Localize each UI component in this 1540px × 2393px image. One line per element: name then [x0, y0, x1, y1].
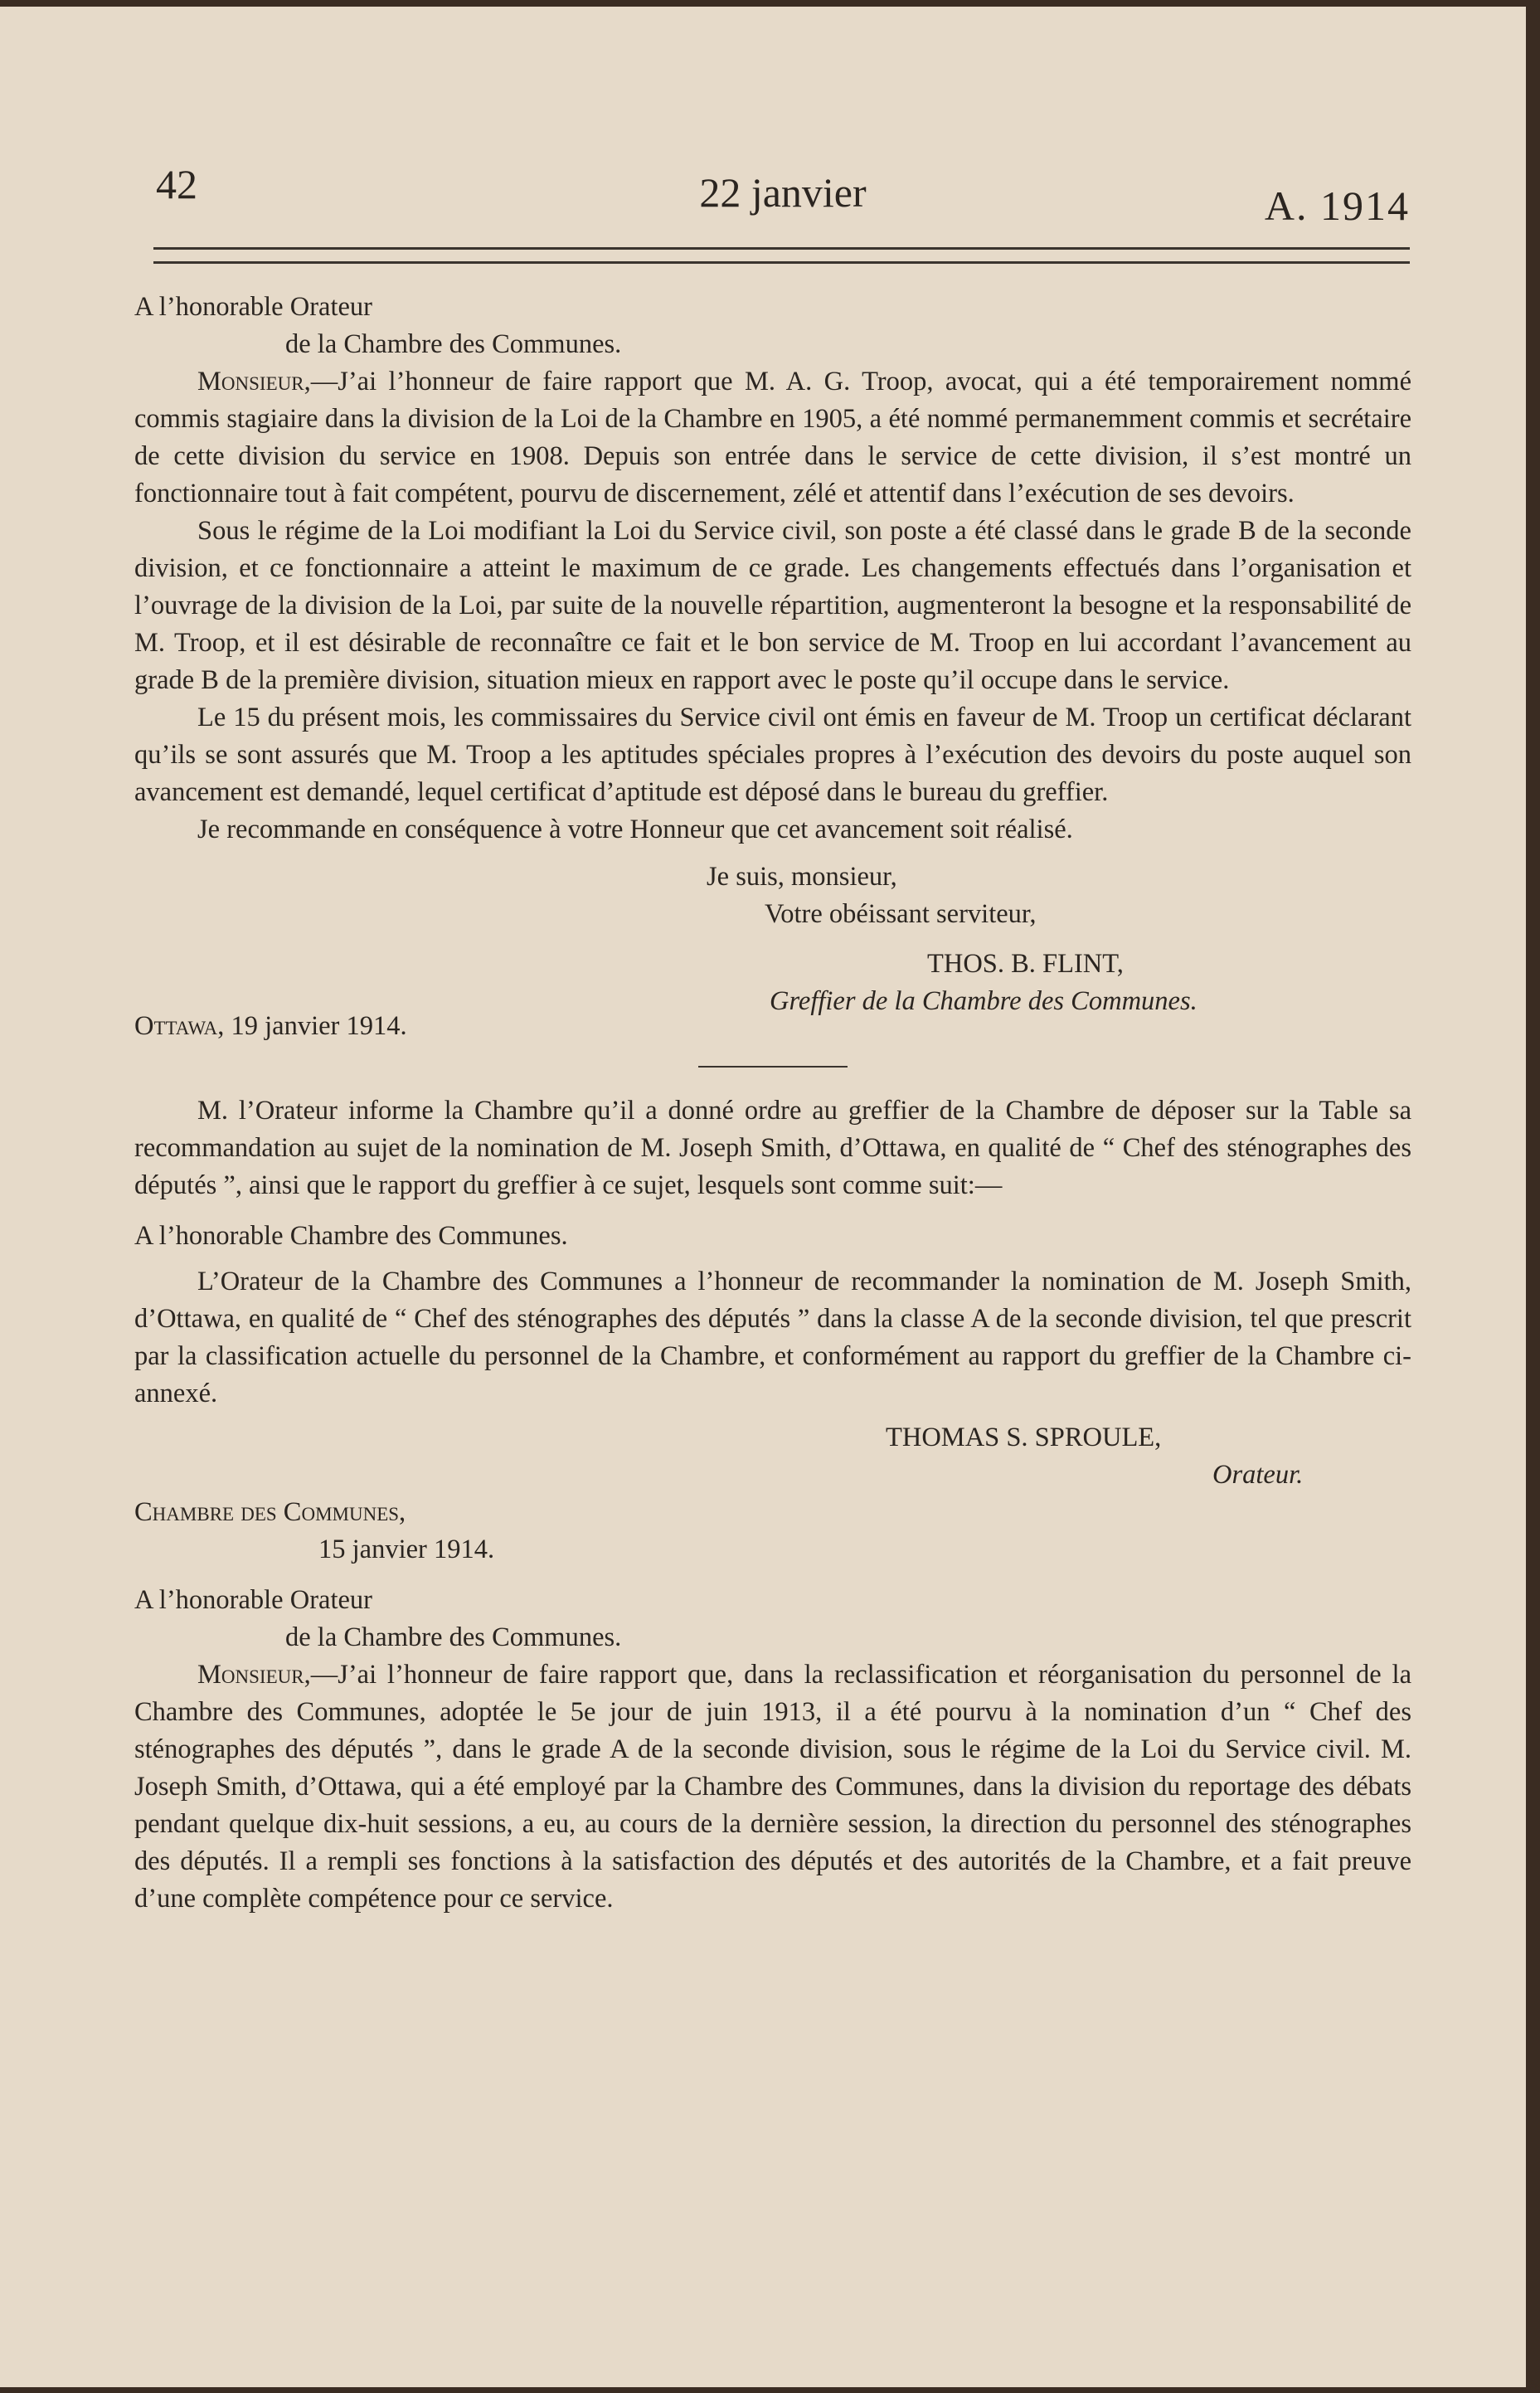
letter1-date: 19 janvier 1914. [224, 1011, 407, 1041]
letter2-signer: THOMAS S. SPROULE, [886, 1423, 1162, 1452]
header-year: A. 1914 [1264, 182, 1410, 229]
header-double-rule [153, 247, 1410, 264]
letter1-closing-2: Votre obéissant serviteur, [765, 899, 1037, 929]
letter3-address-line2: de la Chambre des Communes. [285, 1622, 622, 1652]
letter2-signature-block [134, 1419, 1411, 1569]
letter1-closing-1: Je suis, monsieur, [707, 862, 897, 892]
letter3-para1-text: —J’ai l’honneur de faire rapport que, dans la reclassification et réorganisation du personnel de la Chambre des Communes, adoptée le 5e jour de juin 1913, il a été pourvu à la nomination d’un “ Chef des sténographes des députés ”, dans le grade A de la seconde division, sous le régime de la Loi du Service civil. M. Joseph Smith, d’Ottawa, qui a été employé par la Chambre des Communes, dans la division du reportage des débats pendant quelque dix-huit sessions, a eu, au cours de la dernière session, la direction du personnel des sténographes des députés. Il a rempli ses fonctions à la satisfaction des députés et des autorités de la Chambre, et a fait preuve d’une complète compétence pour ce service. [134, 1660, 1411, 1914]
letter3-address-line1: A l’honorable Orateur [134, 1585, 372, 1615]
letter1-paragraph-4: Je recommande en conséquence à votre Honneur que cet avancement soit réalisé. [197, 815, 1073, 844]
page-number: 42 [156, 161, 197, 207]
section-separator [698, 1066, 848, 1068]
letter1-salutation: Monsieur, [197, 367, 311, 396]
letter1-paragraph-1 [134, 363, 1411, 513]
letter2-signer-title: Orateur. [1212, 1460, 1304, 1490]
letter1-signer: THOS. B. FLINT, [927, 949, 1124, 979]
document-page [0, 7, 1526, 2387]
letter1-signer-title: Greffier de la Chambre des Communes. [770, 986, 1198, 1016]
letter1-signature-block [134, 858, 1411, 1058]
letter1-place-date [134, 1008, 407, 1045]
letter2-address: A l’honorable Chambre des Communes. [134, 1221, 568, 1251]
letter1-place: Ottawa, [134, 1011, 225, 1041]
letter1-paragraph-2: Sous le régime de la Loi modifiant la Loi du Service civil, son poste a été classé dans le grade B de la seconde division, et ce fonctionnaire a atteint le maximum de ce grade. Les changements effectués dans l’organisation et l’ouvrage de la division de la Loi, par suite de la nouvelle répartition, augmenteront la besogne et la responsabilité de M. Troop, et il est désirable de reconnaître ce fait et le bon service de M. Troop en lui accordant l’avancement au grade B de la première division, situation mieux en rapport avec le poste qu’il occupe dans le service. [134, 516, 1411, 695]
letter3-salutation: Monsieur, [197, 1660, 311, 1690]
page-header [156, 160, 1410, 229]
letter1-para1-text: —J’ai l’honneur de faire rapport que M. A. G. Troop, avocat, qui a été temporairement nommé commis stagiaire dans la division de la Loi de la Chambre en 1905, a été nommé permanemment commis et secrétaire de cette division du service en 1908. Depuis son entrée dans le service de cette division, il s’est montré un fonctionnaire tout à fait compétent, pourvu de discernement, zélé et attentif dans l’exécution de ses devoirs. [134, 367, 1411, 508]
letter2-place: Chambre des Communes, [134, 1497, 406, 1527]
letter2-paragraph-1: L’Orateur de la Chambre des Communes a l’honneur de recommander la nomination de M. Joseph Smith, d’Ottawa, en qualité de “ Chef des sténographes des députés ” dans la classe A de la seconde division, tel que prescrit par la classification actuelle du personnel de la Chambre, et conformément au rapport du greffier de la Chambre ci-annexé. [134, 1267, 1411, 1408]
letter3-paragraph-1 [134, 1656, 1411, 1918]
letter2-date: 15 janvier 1914. [318, 1535, 495, 1564]
letter1-address-line1: A l’honorable Orateur [134, 292, 372, 322]
letter1-paragraph-3: Le 15 du présent mois, les commissaires du Service civil ont émis en faveur de M. Troop un certificat déclarant qu’ils se sont assurés que M. Troop a les aptitudes spéciales propres à l’exécution des devoirs du poste auquel son avancement est demandé, lequel certificat d’aptitude est déposé dans le bureau du greffier. [134, 703, 1411, 807]
announcement-paragraph: M. l’Orateur informe la Chambre qu’il a donné ordre au greffier de la Chambre de déposer sur la Table sa recommandation au sujet de la nomination de M. Joseph Smith, d’Ottawa, en qualité de “ Chef des sténographes des députés ”, ainsi que le rapport du greffier à ce sujet, lesquels sont comme suit:— [134, 1096, 1411, 1200]
letter1-address-line2: de la Chambre des Communes. [285, 329, 622, 359]
page-body [134, 289, 1411, 1918]
header-date: 22 janvier [699, 169, 867, 216]
